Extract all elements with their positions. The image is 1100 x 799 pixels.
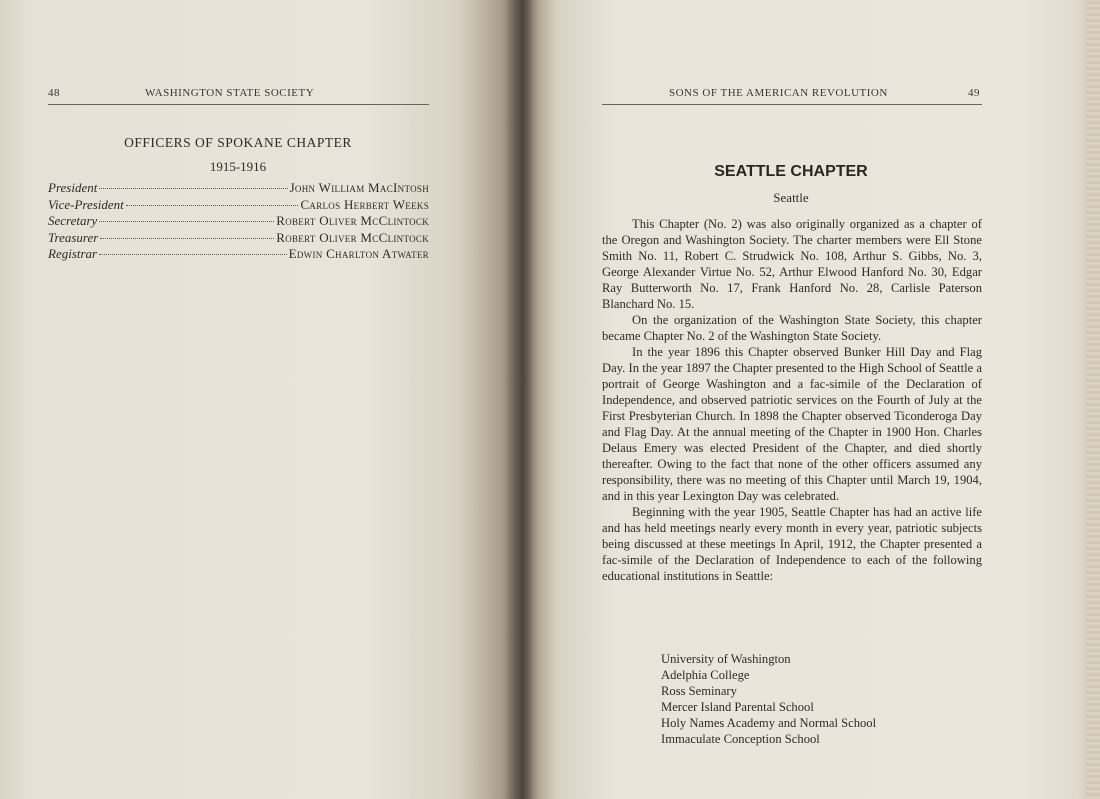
left-page-number: 48 [48, 87, 60, 99]
officer-name: Robert Oliver McClintock [276, 213, 429, 228]
list-item: Mercer Island Parental School [661, 700, 814, 714]
leader-dots [100, 238, 274, 239]
officer-row [48, 197, 429, 214]
officer-row [48, 180, 429, 197]
officer-name: Robert Oliver McClintock [276, 230, 429, 245]
officer-role: Secretary [48, 213, 98, 228]
officer-name: Edwin Charlton Atwater [288, 246, 429, 261]
officers-years: 1915-1916 [209, 159, 267, 174]
left-page [0, 0, 522, 799]
left-header-rule [48, 104, 429, 105]
officer-row [48, 246, 429, 263]
page-edge [1086, 0, 1100, 799]
officer-role: Registrar [48, 246, 98, 261]
paragraph: Beginning with the year 1905, Seattle Chapter has had an active life and has held meetings nearly every month in every year, patriotic subjects being discussed at these meetings In April, 1912, the Chapter presented a fac-simile of the Declaration of Independence to each of the following educational institutions in Seattle: [602, 505, 982, 583]
officer-row [48, 213, 429, 230]
list-item: Adelphia College [661, 668, 750, 682]
chapter-title: SEATTLE CHAPTER [714, 163, 868, 180]
leader-dots [99, 221, 274, 222]
list-item: Holy Names Academy and Normal School [661, 716, 877, 730]
list-item: Ross Seminary [661, 684, 737, 698]
leader-dots [99, 188, 287, 189]
list-item: Immaculate Conception School [661, 732, 820, 746]
officer-role: President [48, 180, 98, 195]
list-item: University of Washington [661, 652, 791, 666]
right-running-head: SONS OF THE AMERICAN REVOLUTION [669, 87, 888, 99]
officer-row [48, 230, 429, 247]
institution-list [661, 651, 876, 747]
officer-role: Treasurer [48, 230, 99, 245]
officer-name: John William MacIntosh [289, 180, 429, 195]
left-running-head: WASHINGTON STATE SOCIETY [145, 87, 315, 99]
leader-dots [126, 205, 299, 206]
right-page-number: 49 [968, 87, 980, 99]
paragraph: This Chapter (No. 2) was also originally organized as a chapter of the Oregon and Washington Society. The charter members were Ell Stone Smith No. 11, Robert C. Strudwick No. 108, Arthur S. Gibbs, No. 3, George Alexander Virtue No. 52, Arthur Elwood Hanford No. 30, Edgar Ray Butterworth No. 17, Frank Hanford No. 28, Carlisle Paterson Blanchard No. 15. [602, 217, 982, 311]
right-header-rule [602, 104, 982, 105]
chapter-subtitle: Seattle [773, 190, 809, 205]
officer-name: Carlos Herbert Weeks [300, 197, 429, 212]
chapter-body [602, 216, 982, 584]
book-gutter [505, 0, 539, 799]
officer-role: Vice-President [48, 197, 124, 212]
paragraph: On the organization of the Washington State Society, this chapter became Chapter No. 2 of the Washington State Society. [602, 313, 982, 343]
paragraph: In the year 1896 this Chapter observed Bunker Hill Day and Flag Day. In the year 1897 the Chapter presented to the High School of Seattle a portrait of George Washington and a fac-simile of the Declaration of Independence, and observed patriotic services on the Fourth of July at the First Presbyterian Church. In 1898 the Chapter observed Ticonderoga Day and Flag Day. At the annual meeting of the Chapter in 1900 Hon. Charles Delaus Emery was elected President of the Chapter, and died shortly thereafter. Owing to the fact that none of the other officers assumed any responsibility, there was no meeting of this Chapter until March 19, 1904, and in this year Lexington Day was celebrated. [602, 345, 982, 503]
officers-title: OFFICERS OF SPOKANE CHAPTER [124, 135, 352, 150]
leader-dots [99, 254, 286, 255]
